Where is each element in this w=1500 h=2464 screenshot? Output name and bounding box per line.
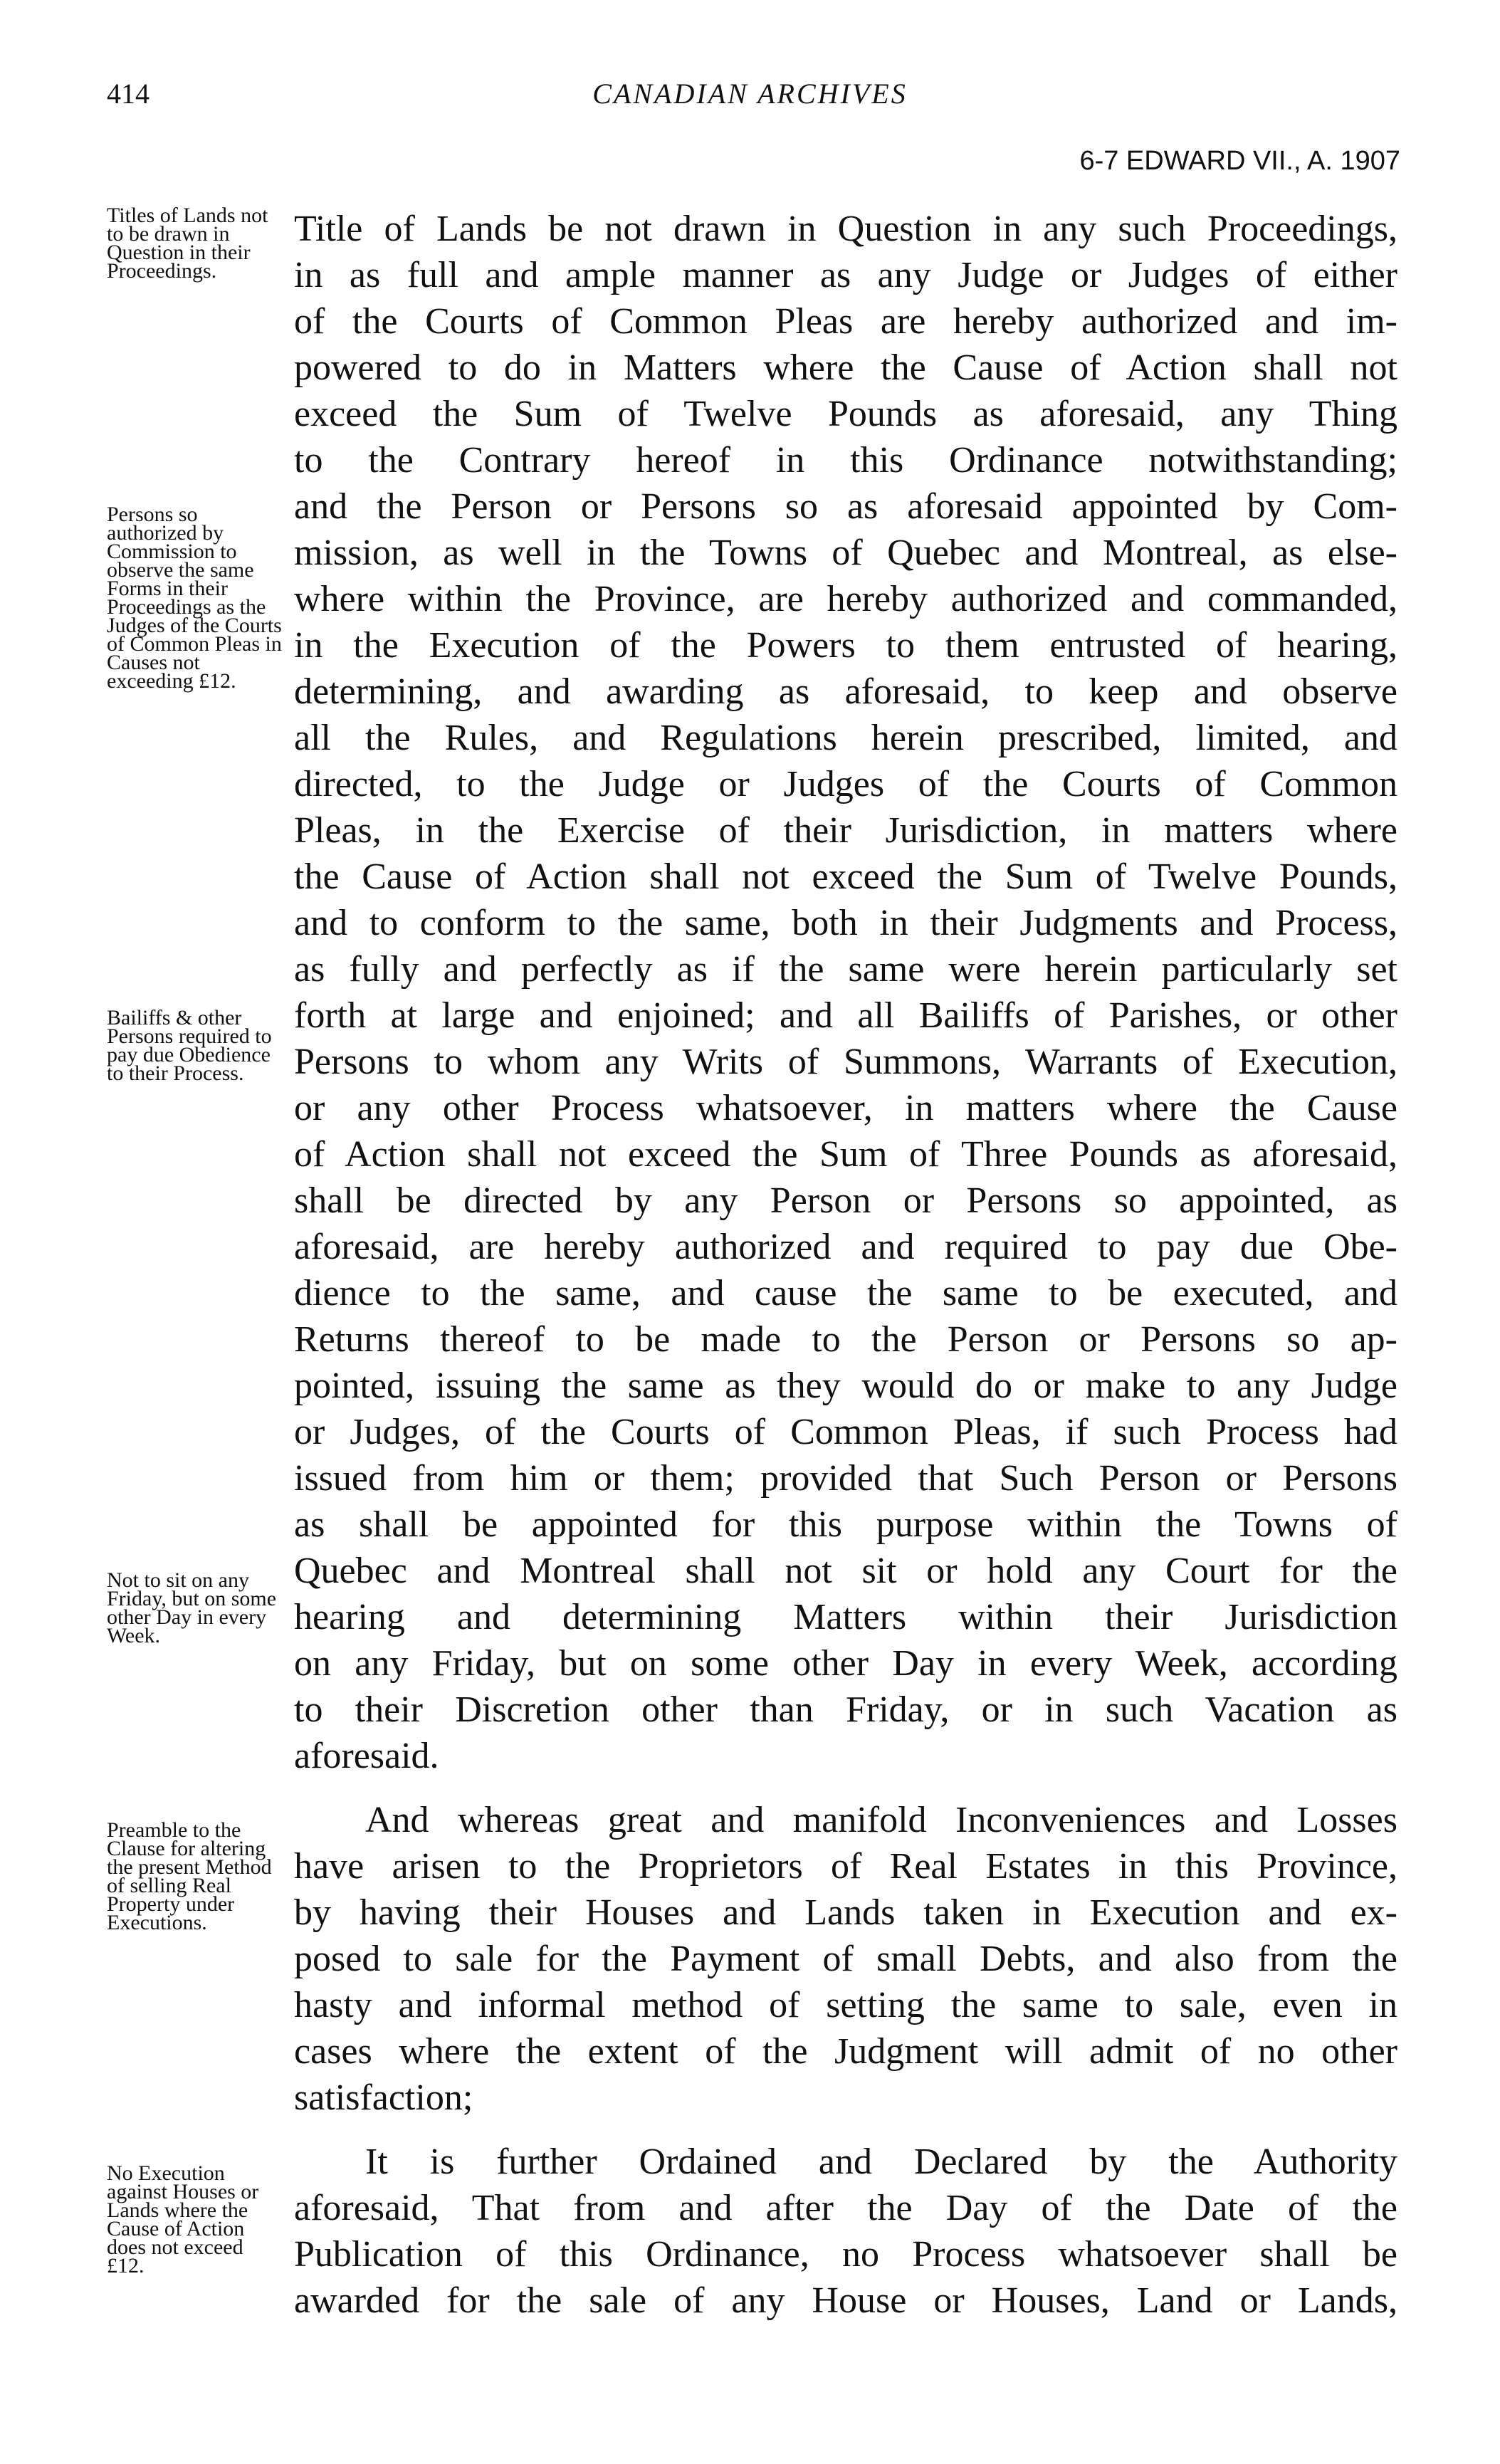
body-line: Title of Lands be not drawn in Question in any such Proceedings,	[294, 209, 1397, 249]
body-line: forth at large and enjoined; and all Bailiffs of Parishes, or other	[294, 995, 1397, 1036]
body-line: all the Rules, and Regulations herein prescribed, limited, and	[294, 718, 1397, 758]
margin-note: Titles of Lands not to be drawn in Question in their Proceedings.	[107, 204, 268, 283]
body-line: mission, as well in the Towns of Quebec and Montreal, as else-	[294, 533, 1397, 573]
body-line: pointed, issuing the same as they would do or make to any Judge	[294, 1365, 1397, 1406]
margin-note: No Execution against Houses or Lands where the Cause of Action does not exceed £12.	[107, 2161, 259, 2277]
body-line: of the Courts of Common Pleas are hereby authorized and im-	[294, 301, 1397, 342]
body-line: determining, and awarding as aforesaid, to keep and observe	[294, 671, 1397, 712]
body-line: posed to sale for the Payment of small Debts, and also from the	[294, 1939, 1397, 1979]
body-line: to their Discretion other than Friday, or in such Vacation as	[294, 1689, 1397, 1730]
page-number: 414	[107, 78, 150, 110]
margin-note: Persons so authorized by Commission to observe the same Forms in their Proceedings as the Judges of the Courts of Common Pleas in Causes not exceeding £12.	[107, 503, 282, 693]
body-line: of Action shall not exceed the Sum of Three Pounds as aforesaid,	[294, 1134, 1397, 1175]
body-line: aforesaid, That from and after the Day of the Date of the	[294, 2188, 1397, 2228]
body-line: satisfaction;	[294, 2077, 473, 2118]
body-line: dience to the same, and cause the same to be executed, and	[294, 1273, 1397, 1314]
margin-note: Bailiffs & other Persons required to pay due Obedience to their Process.	[107, 1006, 272, 1085]
body-line: aforesaid, are hereby authorized and required to pay due Obe-	[294, 1227, 1397, 1267]
body-line: as fully and perfectly as if the same were herein particularly set	[294, 949, 1397, 990]
body-line: to the Contrary hereof in this Ordinance notwithstanding;	[294, 440, 1397, 481]
body-line: in as full and ample manner as any Judge or Judges of either	[294, 255, 1397, 295]
body-line: as shall be appointed for this purpose within the Towns of	[294, 1504, 1397, 1545]
body-line: or any other Process whatsoever, in matters where the Cause	[294, 1088, 1397, 1128]
body-line: and the Person or Persons so as aforesaid appointed by Com-	[294, 486, 1397, 527]
margin-note: Preamble to the Clause for altering the present Method of selling Real Property under Executions.	[107, 1818, 272, 1934]
margin-note: Not to sit on any Friday, but on some other Day in every Week.	[107, 1568, 277, 1647]
body-line: Returns thereof to be made to the Person or Persons so ap-	[294, 1319, 1397, 1360]
body-line: the Cause of Action shall not exceed the Sum of Twelve Pounds,	[294, 856, 1397, 897]
body-line: It is further Ordained and Declared by the Authority	[365, 2141, 1397, 2182]
body-line: issued from him or them; provided that Such Person or Persons	[294, 1458, 1397, 1499]
body-line: and to conform to the same, both in their Judgments and Process,	[294, 903, 1397, 943]
body-line: or Judges, of the Courts of Common Pleas, if such Process had	[294, 1412, 1397, 1452]
body-line: hasty and informal method of setting the same to sale, even in	[294, 1985, 1397, 2025]
body-line: where within the Province, are hereby authorized and commanded,	[294, 579, 1397, 619]
body-line: Pleas, in the Exercise of their Jurisdiction, in matters where	[294, 810, 1397, 851]
body-line: aforesaid.	[294, 1736, 439, 1776]
body-line: Quebec and Montreal shall not sit or hold any Court for the	[294, 1551, 1397, 1591]
body-line: powered to do in Matters where the Cause of Action shall not	[294, 347, 1397, 388]
body-line: shall be directed by any Person or Persons so appointed, as	[294, 1180, 1397, 1221]
body-line: on any Friday, but on some other Day in every Week, according	[294, 1643, 1397, 1684]
body-line: cases where the extent of the Judgment will admit of no other	[294, 2031, 1397, 2072]
running-title: CANADIAN ARCHIVES	[592, 78, 908, 110]
body-line: exceed the Sum of Twelve Pounds as aforesaid, any Thing	[294, 394, 1397, 434]
body-line: Persons to whom any Writs of Summons, Warrants of Execution,	[294, 1042, 1397, 1082]
body-line: And whereas great and manifold Inconveniences and Losses	[365, 1800, 1397, 1840]
body-line: Publication of this Ordinance, no Process whatsoever shall be	[294, 2234, 1397, 2275]
body-line: by having their Houses and Lands taken in Execution and ex-	[294, 1892, 1397, 1933]
body-line: directed, to the Judge or Judges of the Courts of Common	[294, 764, 1397, 804]
body-line: in the Execution of the Powers to them entrusted of hearing,	[294, 625, 1397, 666]
body-line: hearing and determining Matters within their Jurisdiction	[294, 1597, 1397, 1637]
body-line: awarded for the sale of any House or Houses, Land or Lands,	[294, 2280, 1397, 2321]
body-line: have arisen to the Proprietors of Real Estates in this Province,	[294, 1846, 1397, 1887]
edition-label: 6-7 EDWARD VII., A. 1907	[1079, 146, 1400, 176]
